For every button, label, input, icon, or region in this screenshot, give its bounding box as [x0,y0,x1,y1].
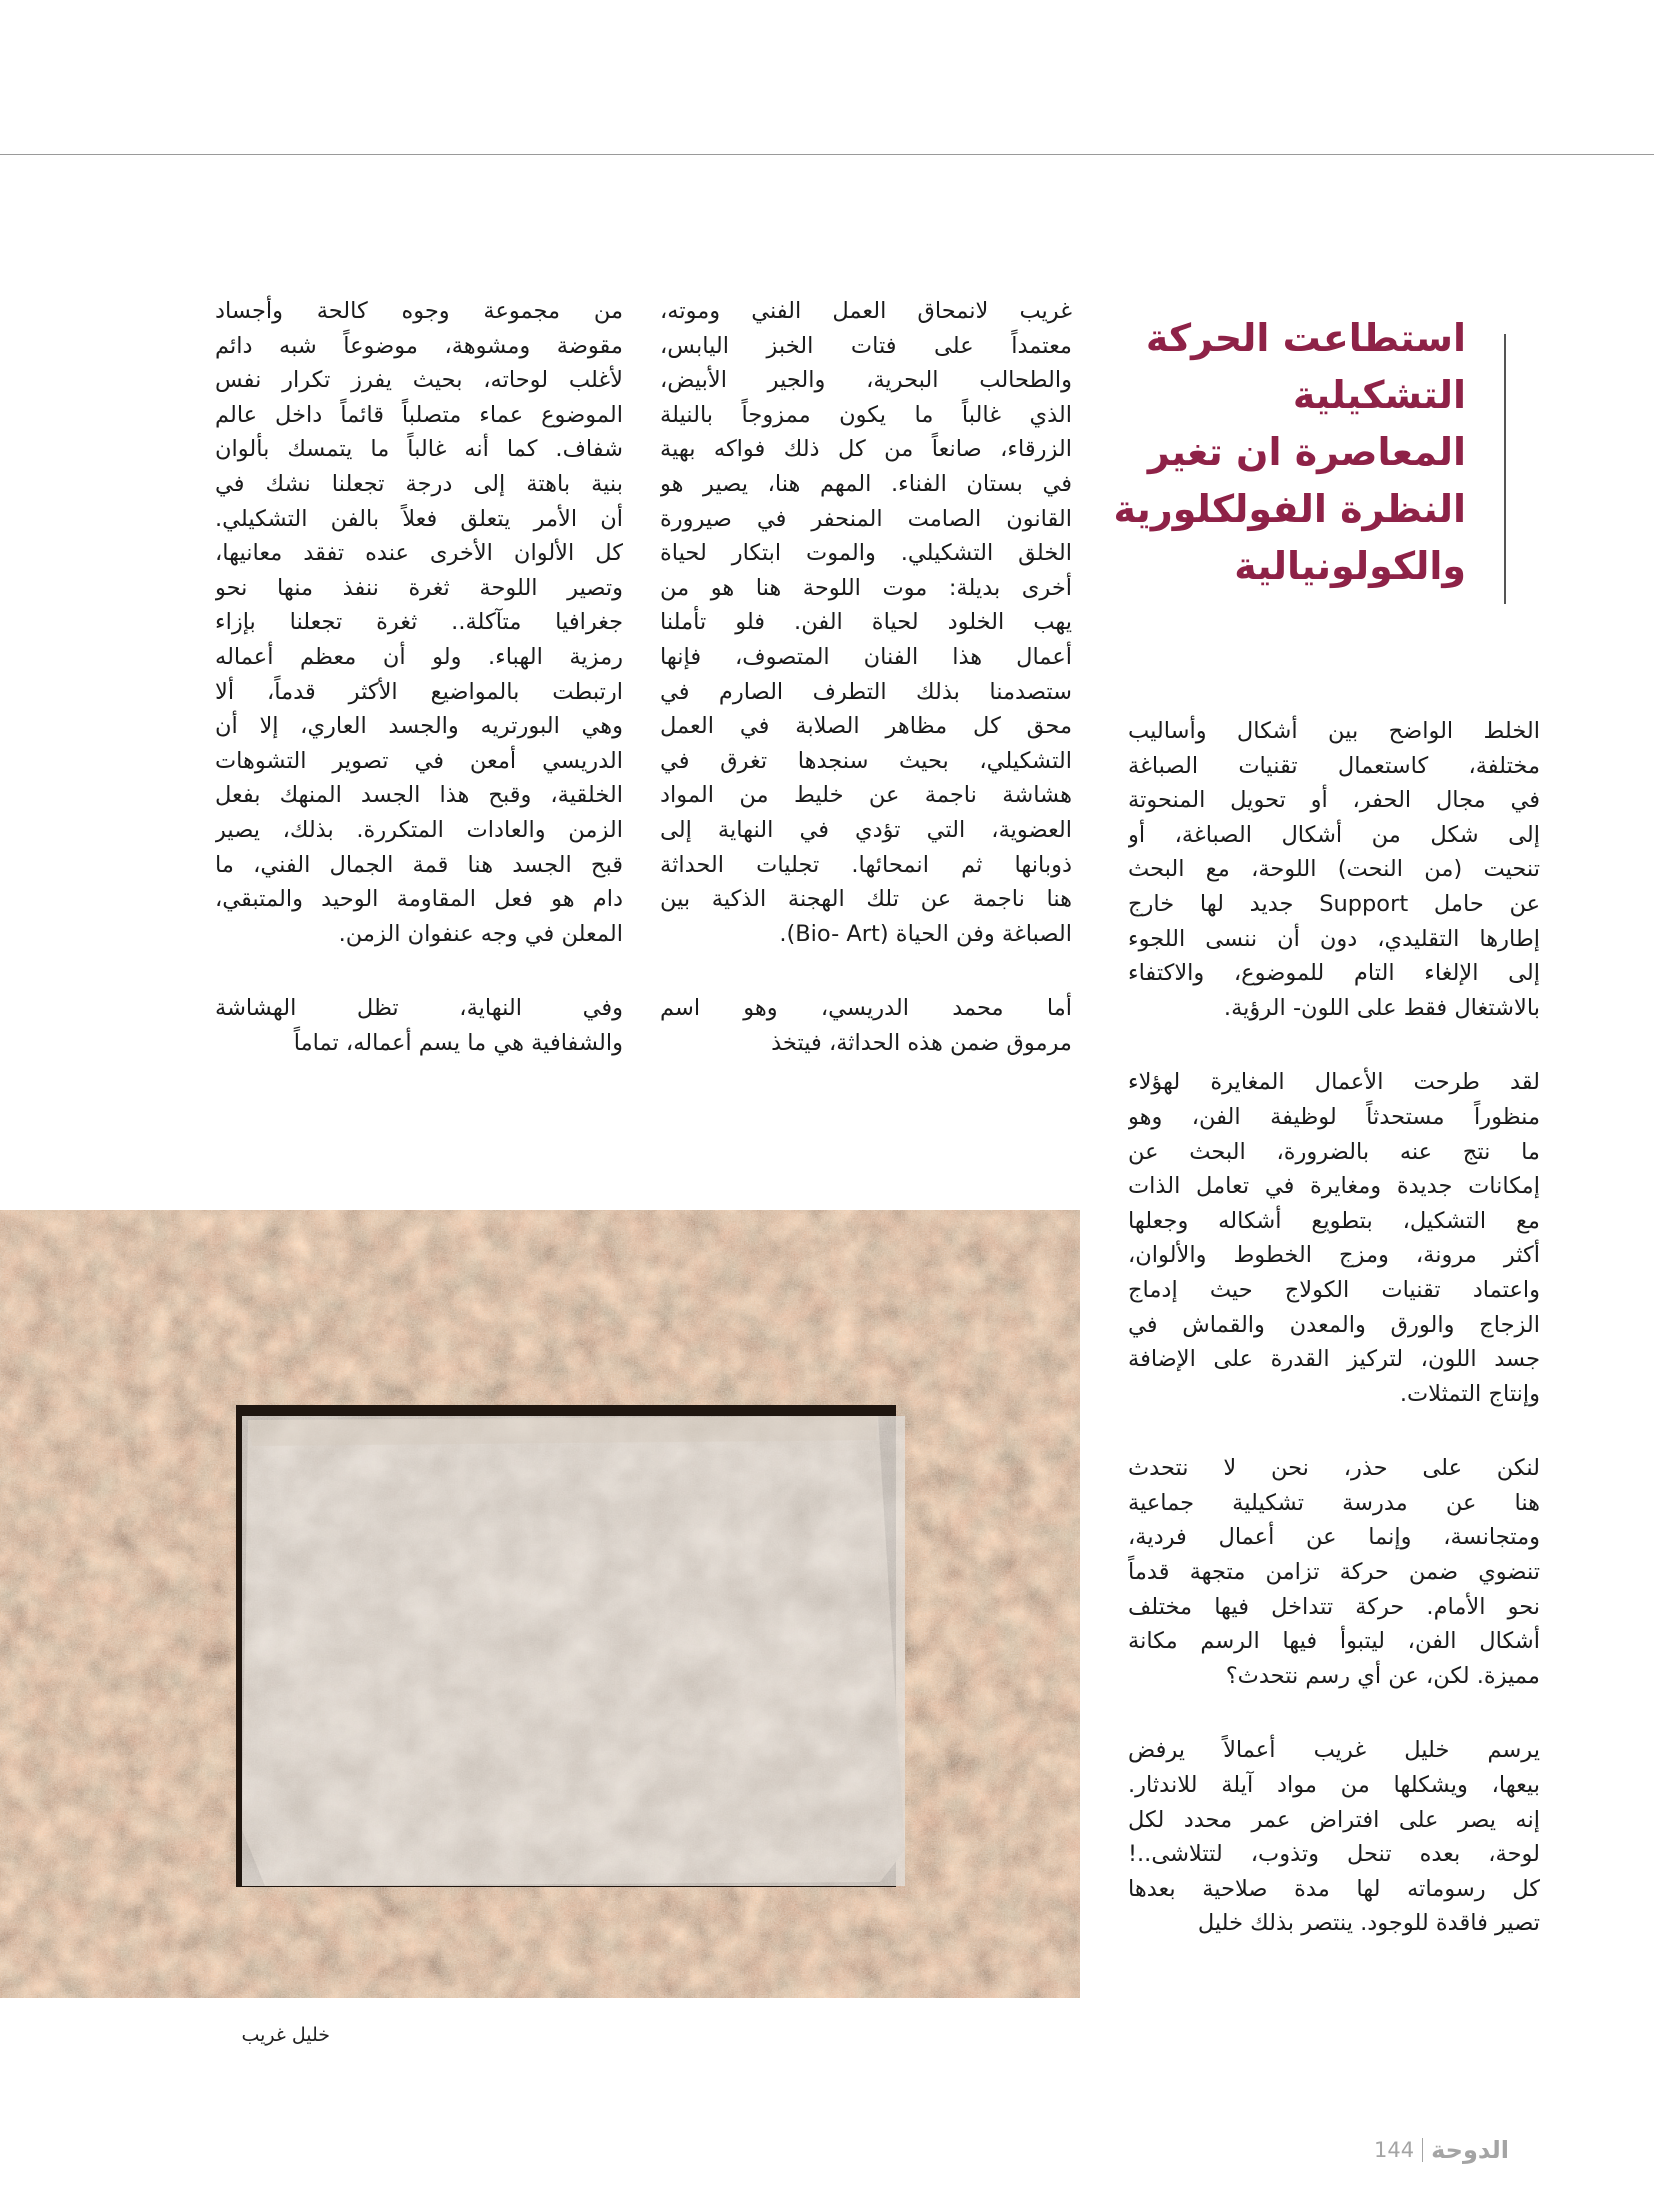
text-line: معتمداً على فتات الخبز اليابس، [660,332,1072,359]
text-line: مع التشكيل، بتطويع أشكاله وجعلها [1128,1207,1540,1234]
text-line: مختلفة، كاستعمال تقنيات الصباغة [1128,752,1540,779]
text-line: يرسم خليل غريب أعمالاً يرفض [1128,1737,1540,1764]
text-line: إنه يصر على افتراض عمر محدد لكل [1128,1806,1540,1833]
text-line: لأغلب لوحاته، بحيث يفرز تكرار نفس [215,367,623,394]
text-line: والطحالب البحرية، والجير الأبيض، [660,367,1072,394]
text-line: مرموق ضمن هذه الحداثة، فيتخذ [771,1029,1072,1056]
text-line: تنضوي ضمن حركة تزامن متجهة قدماً [1128,1559,1540,1586]
text-line: الذي غالباً ما يكون ممزوجاً بالنيلة [660,401,1072,428]
text-line: لنكن على حذر، نحن لا نتحدث [1128,1455,1540,1482]
text-line: هنا ناجمة عن تلك الهجنة الذكية بين [660,886,1072,913]
text-line: إطارها التقليدي، دون أن ننسى اللجوء [1128,925,1540,952]
text-line: أخرى بديلة: موت اللوحة هنا هو من [660,574,1072,601]
text-line: إلى الإلغاء التام للموضوع، والاكتفاء [1128,960,1540,987]
text-line: الموضوع عماء متصلباً قائماً داخل عالم [215,401,623,428]
text-line: لوحة، بعده تنحل وتذوب، لتتلاشى..! [1128,1841,1540,1868]
text-line: وهي البورتريه والجسد العاري، إلا أن [215,713,623,740]
text-line: واعتماد تقنيات الكولاج حيث إدماج [1128,1276,1540,1303]
header-rule [0,154,1654,155]
text-line: نحو الأمام. حركة تتداخل فيها مختلف [1128,1593,1540,1620]
paragraph [215,991,623,1060]
text-line: ذوبانها ثم انمحائها. تجليات الحداثة [660,851,1072,878]
text-line: أشكال الفن، ليتبوأ فيها الرسم مكانة [1128,1628,1540,1655]
text-line: تنحيت (من النحت) اللوحة، مع البحث [1128,856,1540,883]
text-line: في مجال الحفر، أو تحويل المنحوتة [1128,787,1540,814]
text-line: هشاشة ناجمة عن خليط من المواد [660,782,1072,809]
paragraph [1128,714,1540,1025]
text-line: بيعها، ويشكلها من مواد آيلة للاندثار. [1128,1772,1540,1799]
text-line: بنية باهتة إلى درجة تجعلنا نشك في [215,470,623,497]
text-line: مميزة. لكن، عن أي رسم نتحدث؟ [1225,1662,1540,1689]
text-line: القانون الصامت المنحفر في صيرورة [660,505,1072,532]
text-line: التشكيلي، بحيث سنجدها تغرق في [660,747,1072,774]
text-line: يهب الخلود لحياة الفن. فلو تأملنا [660,609,1072,636]
text-line: أعمال هذا الفنان المتصوف، فإنها [660,643,1072,670]
text-line: رمزية الهباء. ولو أن معظم أعماله [215,643,623,670]
page-number: 144 [1374,2138,1415,2162]
photo-caption: خليل غريب [241,2024,330,2046]
pull-quote-line: استطاعت الحركة [1145,316,1466,360]
text-line: عن حامل Support جديد لها خارج [1128,890,1540,917]
text-column-middle [660,294,1072,1060]
text-line: جغرافيا متآكلة.. ثغرة تجعلنا بإزاء [215,609,623,636]
text-line: إمكانات جديدة ومغايرة في تعامل الذات [1128,1173,1540,1200]
text-line: لقد طرحت الأعمال المغايرة لهؤلاء [1128,1069,1540,1096]
paragraph [215,294,623,951]
text-line: الصباغة وفن الحياة (Bio- Art). [779,920,1072,947]
text-line: ما نتج عنه بالضرورة، البحث عن [1128,1138,1540,1165]
text-line: ومتجانسة، وإنما عن أعمال فردية، [1128,1524,1540,1551]
text-line: في بستان الفناء. المهم هنا، يصير هو [660,470,1072,497]
text-line: المعلن في وجه عنفوان الزمن. [338,920,623,947]
text-line: أن الأمر يتعلق فعلاً بالفن التشكيلي. [215,505,623,532]
text-line: وإنتاج التمثلات. [1399,1380,1540,1407]
text-line: منظوراً مستحدثاً لوظيفة الفن، وهو [1128,1103,1540,1130]
text-line: مقوضة ومشوهة، موضوعاً شبه دائم [215,332,623,359]
paragraph [1128,1451,1540,1693]
paragraph [660,991,1072,1060]
text-line: دام هو فعل المقاومة الوحيد والمتبقي، [215,886,623,913]
page-footer [1374,2133,1509,2167]
text-line: أما محمد الدريسي، وهو اسم [660,995,1072,1022]
text-line: العضوية، التي تؤدي في النهاية إلى [660,816,1072,843]
text-line: إلى شكل من أشكال الصباغة، أو [1128,821,1540,848]
text-line: وفي النهاية، تظل الهشاشة [215,995,623,1022]
text-line: وتصير اللوحة ثغرة ننفذ منها نحو [215,574,623,601]
text-line: كل رسوماته لها مدة صلاحية بعدها [1128,1875,1540,1902]
text-line: الزجاج والورق والمعدن والقماش في [1128,1311,1540,1338]
text-line: والشفافية هي ما يسم أعماله، تماماً [293,1029,623,1056]
text-line: من مجموعة وجوه كالحة وأجساد [215,298,623,324]
text-line: كل الألوان الأخرى عنده تفقد معانيها، [215,540,623,567]
text-line: محق كل مظاهر الصلابة في العمل [660,713,1072,740]
text-line: الزمن والعادات المتكررة. بذلك، يصير [215,816,623,843]
paragraph [1128,1733,1540,1941]
text-line: الخلق التشكيلي. والموت ابتكار لحياة [660,540,1072,567]
pull-quote-line: المعاصرة ان تغير [1147,430,1466,474]
text-line: ستصدمنا بذلك التطرف الصارم في [660,678,1072,705]
text-line: تصير فاقدة للوجود. ينتصر بذلك خليل [1197,1910,1540,1937]
text-line: الزرقاء، صانعاً من كل ذلك فواكه بهية [660,436,1072,463]
text-line: غريب لانمحاق العمل الفني وموته، [660,298,1072,324]
text-line: هنا عن مدرسة تشكيلية جماعية [1128,1489,1540,1516]
pull-quote-line: والكولونيالية [1234,544,1466,588]
text-line: قبح الجسد هنا قمة الجمال الفني، ما [215,851,623,878]
text-line: بالاشتغال فقط على اللون- الرؤية. [1223,994,1540,1021]
pull-quote-line: التشكيلية [1292,373,1466,417]
text-column-right [1128,714,1540,1941]
text-line: شفاف. كما أنه غالباً ما يتمسك بألوان [215,436,623,463]
artwork-photo [0,1210,1080,1998]
text-line: الخلط الواضح بين أشكال وأساليب [1128,718,1540,744]
pull-quote [1080,310,1466,595]
text-line: ارتبطت بالمواضيع الأكثر قدماً، ألا [215,678,623,705]
text-line: أكثر مرونة، ومزج الخطوط والألوان، [1128,1242,1540,1269]
magazine-name: الدوحة [1431,2136,1509,2164]
text-line: الخلقية، وقبح هذا الجسد المنهك بفعل [215,782,623,809]
text-line: الدريسي أمعن في تصوير التشوهات [215,747,623,774]
pull-quote-line: النظرة الفولكلورية [1113,487,1466,531]
footer-divider [1422,2138,1423,2162]
text-line: جسد اللون، لتركيز القدرة على الإضافة [1128,1346,1540,1373]
paragraph [660,294,1072,951]
paragraph [1128,1065,1540,1411]
pull-quote-rule [1504,334,1506,604]
text-column-left [215,294,623,1060]
